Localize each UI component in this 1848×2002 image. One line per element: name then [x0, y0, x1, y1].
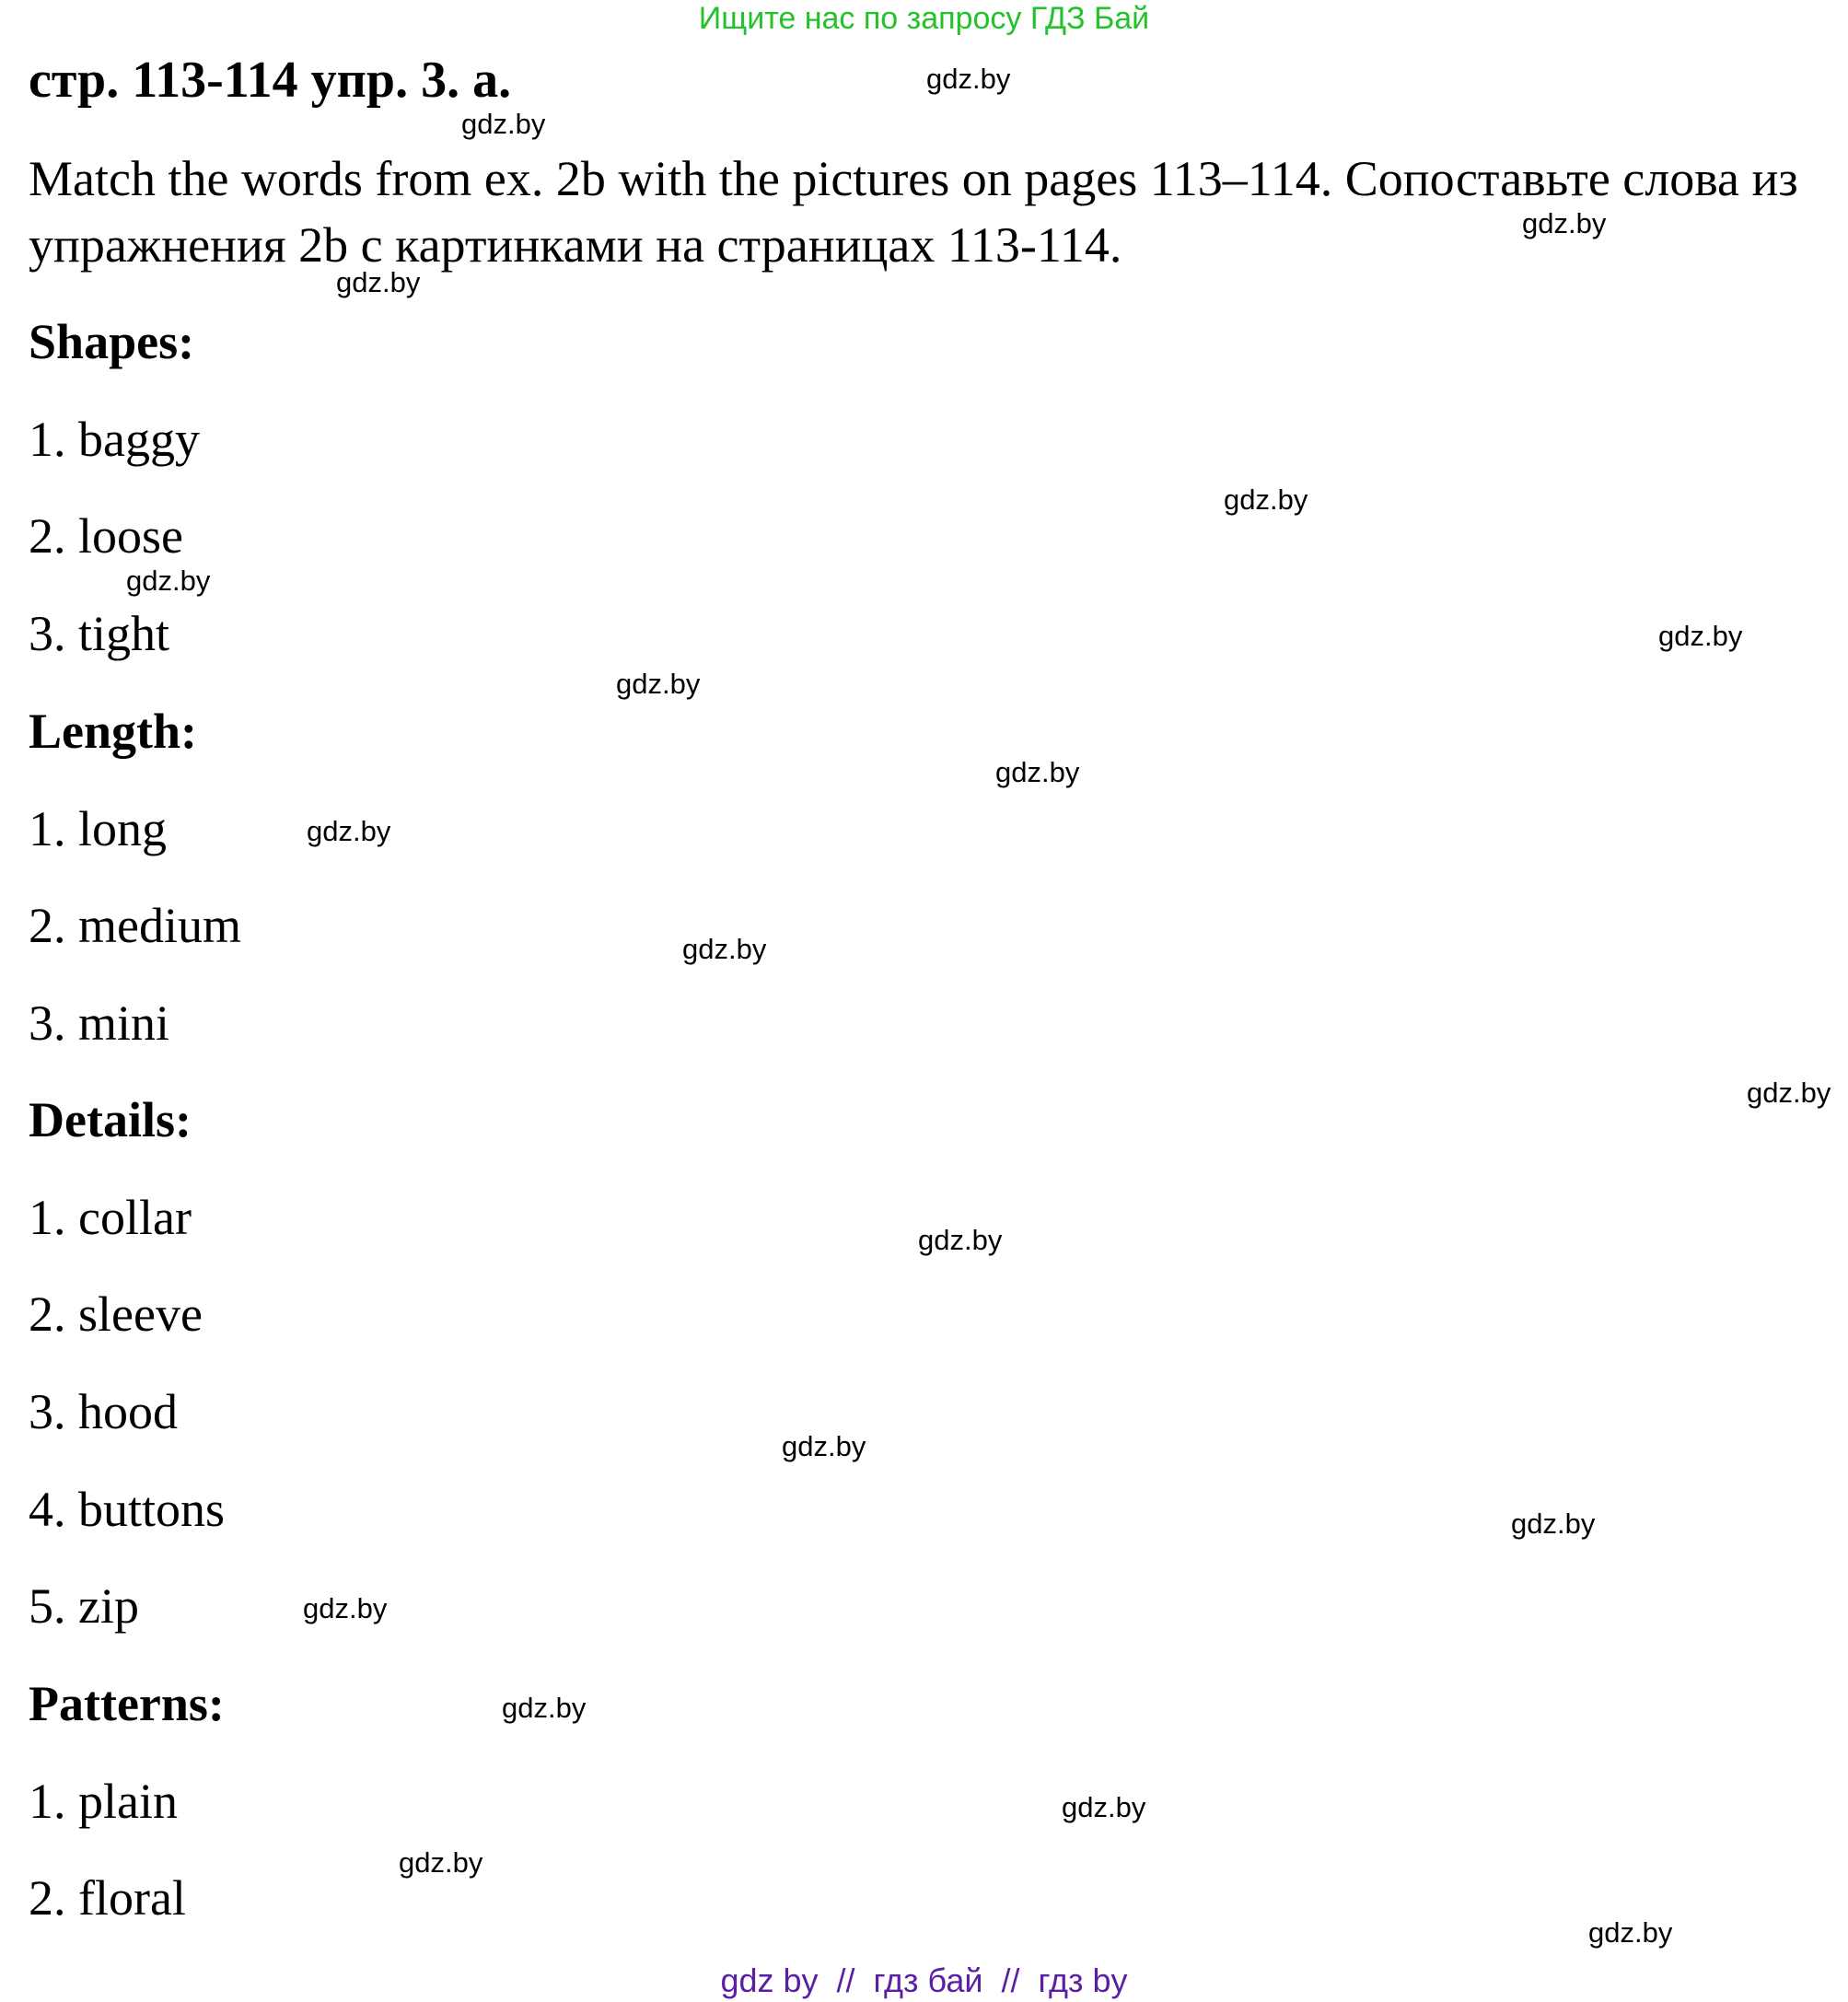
watermark: gdz.by	[307, 815, 391, 847]
list-item: 2. floral	[29, 1870, 186, 1926]
footer-links: gdz by // гдз бай // гдз by	[720, 1961, 1128, 1999]
watermark: gdz.by	[682, 933, 767, 965]
section-title-length: Length:	[29, 704, 198, 759]
top-banner: Ищите нас по запросу ГДЗ Бай	[698, 1, 1150, 36]
watermark: gdz.by	[303, 1592, 388, 1624]
watermark: gdz.by	[995, 756, 1080, 788]
watermark: gdz.by	[461, 108, 546, 140]
list-item: 5. zip	[29, 1578, 139, 1634]
watermark: gdz.by	[918, 1224, 1003, 1256]
watermark: gdz.by	[1747, 1077, 1831, 1109]
instruction-text: Match the words from ex. 2b with the pictures on pages 113–114. Сопоставьте слова из упражнения 2b с картинками на страницах 113-114.	[29, 151, 1798, 273]
list-item: 2. medium	[29, 898, 241, 953]
watermark: gdz.by	[1062, 1791, 1146, 1823]
watermark: gdz.by	[926, 63, 1011, 95]
watermark: gdz.by	[399, 1846, 483, 1879]
watermark: gdz.by	[1658, 620, 1743, 652]
watermark: gdz.by	[1224, 483, 1308, 516]
watermark: gdz.by	[1511, 1507, 1596, 1540]
list-item: 1. long	[29, 801, 168, 856]
list-item: 3. hood	[29, 1384, 178, 1439]
watermark: gdz.by	[782, 1430, 866, 1462]
watermark: gdz.by	[126, 565, 211, 597]
watermark: gdz.by	[502, 1692, 587, 1724]
list-item: 2. sleeve	[29, 1286, 203, 1342]
list-item: 3. tight	[29, 606, 170, 661]
list-item: 2. loose	[29, 508, 183, 564]
list-item: 3. mini	[29, 995, 170, 1051]
page-title: стр. 113-114 упр. 3. а.	[29, 52, 512, 109]
list-item: 1. baggy	[29, 412, 200, 467]
section-title-details: Details:	[29, 1092, 192, 1147]
watermark: gdz.by	[1588, 1916, 1673, 1949]
watermark: gdz.by	[1522, 207, 1607, 239]
watermark: gdz.by	[336, 266, 421, 298]
section-title-patterns: Patterns:	[29, 1676, 225, 1731]
list-item: 1. plain	[29, 1774, 178, 1829]
watermark: gdz.by	[616, 668, 701, 700]
section-title-shapes: Shapes:	[29, 314, 195, 369]
list-item: 4. buttons	[29, 1482, 226, 1537]
list-item: 1. collar	[29, 1190, 192, 1245]
